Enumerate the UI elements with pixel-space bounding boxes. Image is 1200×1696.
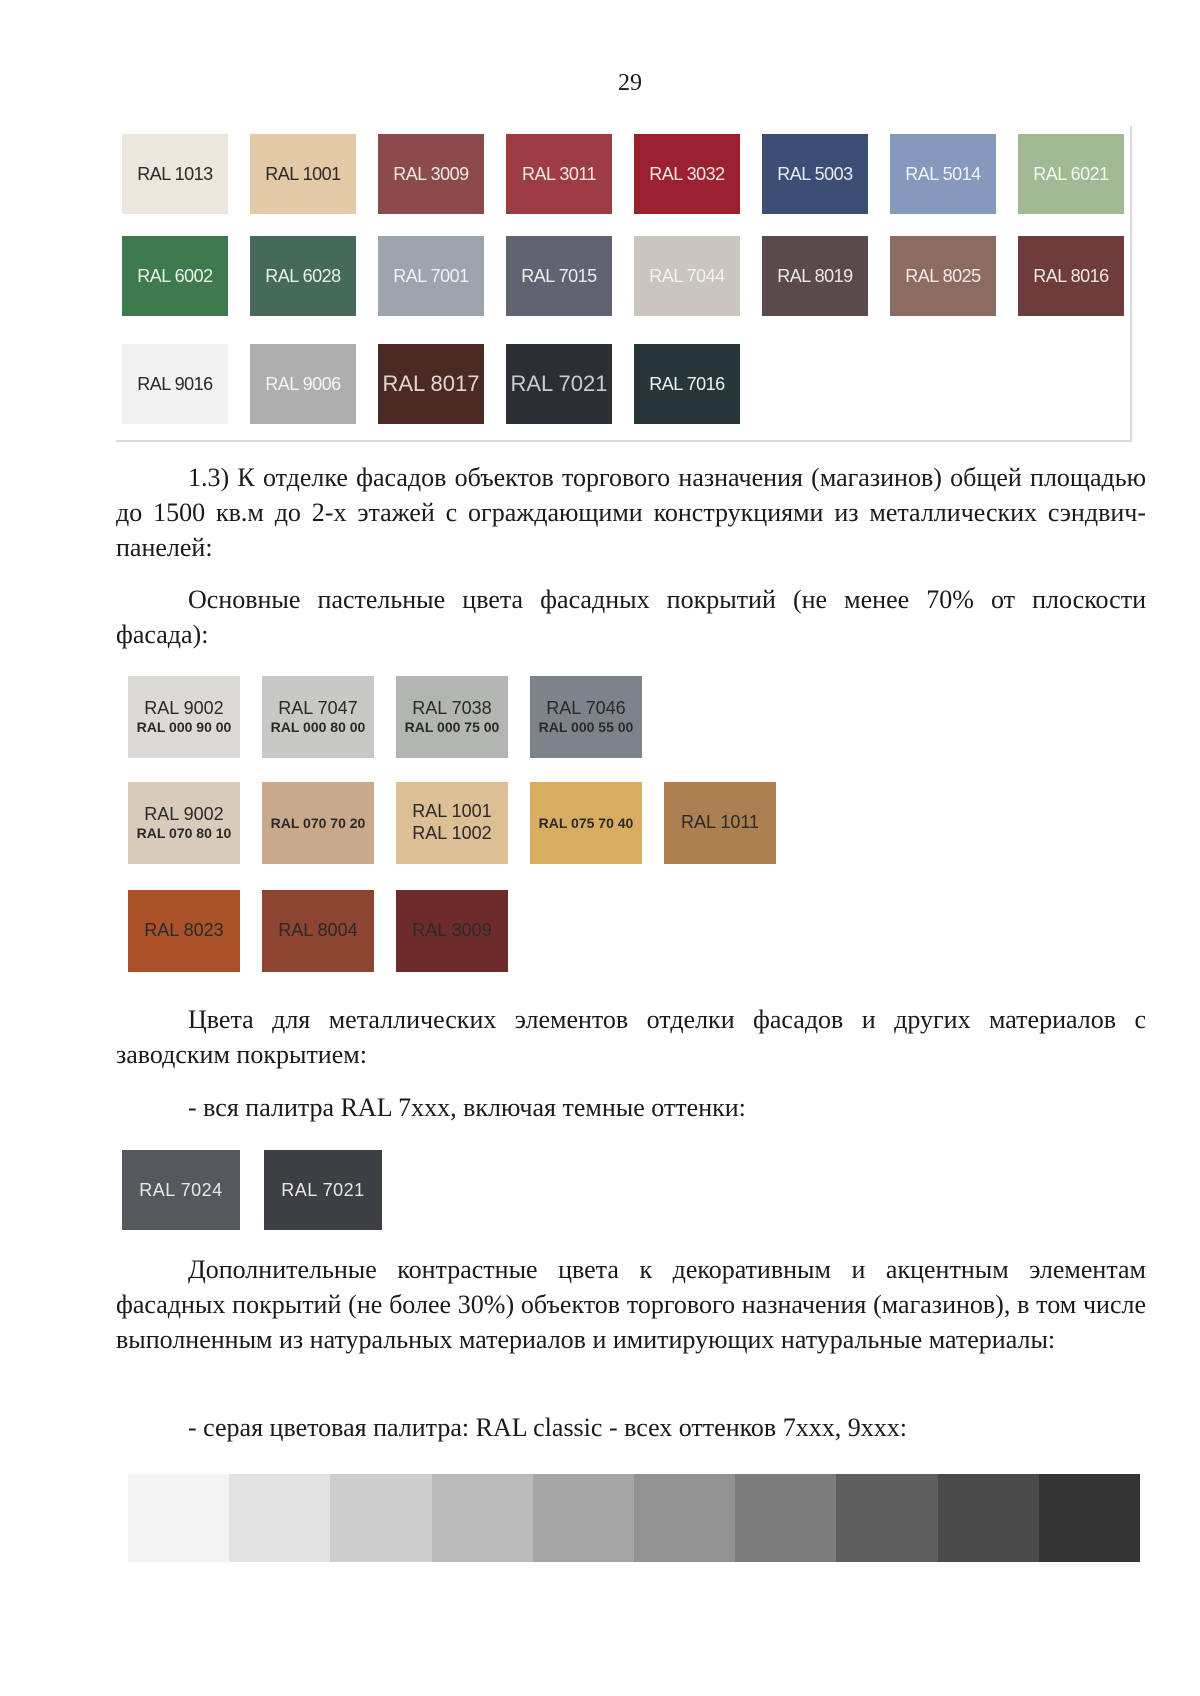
gray-scale-segment bbox=[533, 1474, 634, 1562]
ral-swatch: RAL 7015 bbox=[506, 236, 612, 316]
gray-scale-segment bbox=[836, 1474, 937, 1562]
swatch-label-primary: RAL 7047 bbox=[278, 697, 358, 718]
gray-scale-strip bbox=[128, 1474, 1140, 1562]
ral-swatch: RAL 6021 bbox=[1018, 134, 1124, 214]
paragraph-1-3: 1.3) К отделке фасадов объектов торгового назначения (магазинов) общей площадью до 1500 кв.м до 2-х этажей с ограждающими конструкциями из металлических сэндвич-панелей: bbox=[116, 463, 1146, 562]
swatch-label-primary: RAL 9002 bbox=[144, 803, 224, 824]
swatch-label-secondary: RAL 075 70 40 bbox=[538, 814, 634, 831]
ral-pastel-swatch bbox=[396, 782, 508, 864]
ral-pastel-swatch bbox=[530, 676, 642, 758]
swatch-label-secondary: RAL 000 55 00 bbox=[538, 719, 634, 736]
swatch-label-primary: RAL 1011 bbox=[680, 812, 760, 833]
ral-swatch: RAL 9016 bbox=[122, 344, 228, 424]
gray-scale-segment bbox=[938, 1474, 1039, 1562]
ral-pastel-swatch bbox=[128, 890, 240, 972]
ral-swatch: RAL 3009 bbox=[378, 134, 484, 214]
swatch-label-primary: RAL 7038 bbox=[412, 697, 492, 718]
ral-swatch: RAL 3011 bbox=[506, 134, 612, 214]
ral-pastel-swatch bbox=[262, 676, 374, 758]
swatch-label-primary: RAL 8023 bbox=[144, 920, 224, 941]
gray-scale-segment bbox=[1039, 1474, 1140, 1562]
ral-pastel-swatch bbox=[396, 676, 508, 758]
ral-swatch: RAL 7016 bbox=[634, 344, 740, 424]
swatch-label-primary: RAL 3009 bbox=[412, 920, 492, 941]
ral-swatch: RAL 7044 bbox=[634, 236, 740, 316]
gray-scale-segment bbox=[330, 1474, 431, 1562]
ral-pastel-swatch bbox=[530, 782, 642, 864]
swatch-label-secondary: RAL 000 80 00 bbox=[270, 719, 366, 736]
ral-swatch: RAL 6028 bbox=[250, 236, 356, 316]
ral-pastel-swatch bbox=[262, 782, 374, 864]
paragraph-gray-palette: - серая цветовая палитра: RAL classic - всех оттенков 7ххх, 9ххх: bbox=[188, 1413, 907, 1442]
ral-swatch: RAL 8016 bbox=[1018, 236, 1124, 316]
gray-scale-segment bbox=[735, 1474, 836, 1562]
gray-scale-segment bbox=[229, 1474, 330, 1562]
gray-scale-segment bbox=[128, 1474, 229, 1562]
ral-pastel-swatch bbox=[262, 890, 374, 972]
swatch-label-secondary: RAL 070 80 10 bbox=[136, 825, 232, 842]
swatch-label-secondary: RAL 1002 bbox=[412, 823, 492, 843]
paragraph-pastel-intro: Основные пастельные цвета фасадных покрытий (не менее 70% от плоскости фасада): bbox=[116, 585, 1146, 649]
ral-pastel-swatch bbox=[664, 782, 776, 864]
ral-dark-swatch: RAL 7021 bbox=[264, 1150, 382, 1230]
ral-swatch: RAL 9006 bbox=[250, 344, 356, 424]
swatch-label-secondary: RAL 000 75 00 bbox=[404, 719, 500, 736]
ral-swatch: RAL 7001 bbox=[378, 236, 484, 316]
ral-pastel-swatch bbox=[396, 890, 508, 972]
ral-swatch: RAL 7021 bbox=[506, 344, 612, 424]
paragraph-contrast-colors: Дополнительные контрастные цвета к декоративным и акцентным элементам фасадных покрытий (не более 30%) объектов торгового назначения (магазинов), в том числе выполненным из натуральных материалов и имитирующих натуральные материалы: bbox=[116, 1255, 1146, 1354]
swatch-label-secondary: RAL 000 90 00 bbox=[136, 719, 232, 736]
ral-swatch: RAL 6002 bbox=[122, 236, 228, 316]
ral-swatch: RAL 8017 bbox=[378, 344, 484, 424]
ral-swatch: RAL 1013 bbox=[122, 134, 228, 214]
gray-scale-segment bbox=[634, 1474, 735, 1562]
ral-swatch: RAL 8025 bbox=[890, 236, 996, 316]
ral-swatch: RAL 5003 bbox=[762, 134, 868, 214]
ral-swatch: RAL 8019 bbox=[762, 236, 868, 316]
ral-dark-swatch: RAL 7024 bbox=[122, 1150, 240, 1230]
swatch-label-primary: RAL 8004 bbox=[278, 920, 358, 941]
page-number: 29 bbox=[618, 70, 642, 96]
paragraph-metal-colors: Цвета для металлических элементов отделки фасадов и других материалов с заводским покрытием: bbox=[116, 1005, 1146, 1069]
swatch-label-primary: RAL 7046 bbox=[546, 697, 626, 718]
swatch-label-primary: RAL 1001 bbox=[412, 801, 492, 822]
paragraph-ral7xxx: - вся палитра RAL 7ххх, включая темные оттенки: bbox=[188, 1093, 746, 1122]
ral-pastel-swatch bbox=[128, 782, 240, 864]
gray-scale-segment bbox=[432, 1474, 533, 1562]
ral-swatch: RAL 1001 bbox=[250, 134, 356, 214]
ral-swatch: RAL 5014 bbox=[890, 134, 996, 214]
ral-swatch: RAL 3032 bbox=[634, 134, 740, 214]
swatch-label-primary: RAL 9002 bbox=[144, 697, 224, 718]
ral-pastel-swatch bbox=[128, 676, 240, 758]
ral-palette-general bbox=[116, 126, 1132, 442]
swatch-label-secondary: RAL 070 70 20 bbox=[270, 814, 366, 831]
